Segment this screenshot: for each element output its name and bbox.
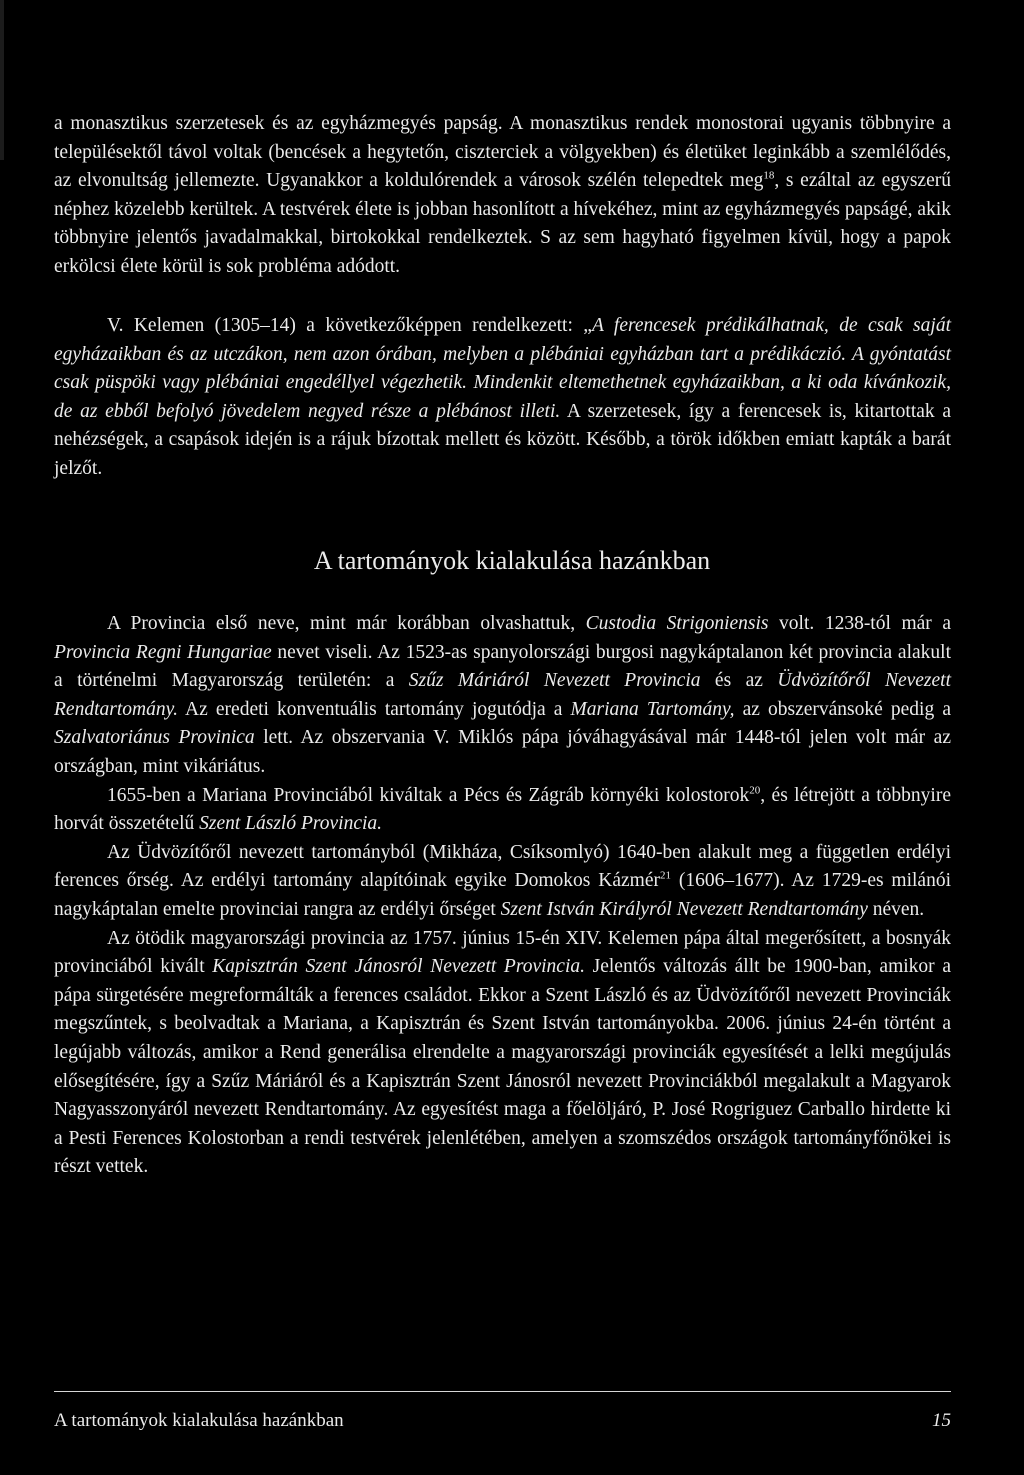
paragraph-text: és az [700,670,778,692]
paragraph-text: az obszervánsoké pedig a [734,698,951,720]
paragraph-text: lett. Az obszervania V. Miklós pápa jóváhagyásával már 1448-tól jelen volt már az országban, mint vikáriátus. [54,727,951,777]
italic-term: Üdvözítőről Nevezett Rendtartomány. [54,670,951,720]
paragraph-transylvania [54,839,951,925]
paragraph-text: (1606–1677). Az 1729-es milánói nagykáptalan emelte provinciai rangra az erdélyi őrséget [54,870,951,920]
paragraph-1655 [54,782,951,839]
italic-term: Szűz Máriáról Nevezett Provincia [408,670,701,692]
italic-term: Provincia Regni Hungariae [54,641,272,663]
paragraph-text: Jelentős változás állt be 1900-ban, amikor a pápa sürgetésére megreformálták a ferences családot. Ekkor a Szent László és az Üdvözítőről nevezett Provinciák megszűntek, s beolvadtak a Mariana, a Kapisztrán és Szent István tartományokba. 2006. június 24-én történt a legújabb változás, amikor a Rend generálisa elrendelte a magyarországi provinciák egyesítését a lelki megújulás elősegítésére, így a Szűz Máriáról és a Kapisztrán Szent Jánosról nevezett Provinciákból megalakult a Magyarok Nagyasszonyáról nevezett Rendtartomány. Az egyesítést maga a főelöljáró, P. José Rogriguez Carballo hirdette ki a Pesti Ferences Kolostorban a rendi testvérek jelenlétében, amelyen a szomszédos országok tartományfőnökei is részt vettek. [54,956,951,1178]
italic-term: Szent László Provincia. [199,813,383,835]
section-heading: A tartományok kialakulása hazánkban [313,546,711,575]
text-block-provinces [54,610,951,1182]
italic-term: Mariana Tartomány, [570,698,735,720]
scan-edge-mark [0,0,4,160]
footnote-ref[interactable]: 18 [763,169,775,182]
footnote-ref[interactable]: 20 [749,784,761,797]
paragraph-first-province [54,610,951,782]
footer-chapter-title: A tartományok kialakulása hazánkban [54,1410,344,1431]
italic-term: Custodia Strigoniensis [585,613,769,634]
text-block-quote [54,312,951,484]
paragraph-text: V. Kelemen (1305–14) a következőképpen rendelkezett: „ [107,315,592,336]
paragraph-text: Az eredeti konventuális tartomány jogutódja a [178,698,571,720]
paragraph-text: néven. [867,898,925,920]
paragraph-monastic [54,110,951,282]
text-block-top [54,110,951,282]
paragraph-fifth-province [54,925,951,1182]
footnote-ref[interactable]: 21 [659,869,671,882]
italic-term: Szent István Királyról Nevezett Rendtartomány [500,898,868,920]
paragraph-text: a monasztikus szerzetesek és az egyházmegyés papság. A monasztikus rendek monostorai ugyanis többnyire a településektől távol voltak (bencések a hegytetőn, ciszterciek a völgyekben) és életüket leginkább a szemlélődés, az elvonultság jellemezte. Ugyanakkor a koldulórendek a városok szélén telepedtek meg [54,113,951,192]
italic-term: Kapisztrán Szent Jánosról Nevezett Provincia. [212,956,585,978]
paragraph-text: A Provincia első neve, mint már korábban olvashattuk, [107,613,586,634]
italic-quote: A ferencesek prédikálhatnak, de csak saját egyházaikban és az utczákon, nem azon órában, melyben a plébániai egyházban tart a prédikáczió. A gyóntatást csak püspöki vagy plébániai engedéllyel végezhetik. Mindenkit eltemethetnek egyházaikban, a ki oda kívánkozik, de az ebből befolyó jövedelem negyed része a plébánost illeti. [54,315,951,422]
paragraph-text: Az ötödik magyarországi provincia az 1757. június 15-én XIV. Kelemen pápa által megerősített, a bosnyák provinciából kivált [54,927,951,978]
paragraph-text: , s ezáltal az egyszerű néphez közelebb kerültek. A testvérek élete is jobban hasonlított a hívekéhez, mint az egyházmegyés papságé, akik többnyire jelentős javadalmakkal, birtokokkal rendelkeztek. S az sem hagyható figyelmen kívül, hogy a papok erkölcsi élete körül is sok probléma adódott. [54,170,951,277]
paragraph-text: volt. 1238-tól már a [768,613,951,634]
paragraph-kelemen-decree [54,312,951,484]
page-number: 15 [932,1410,951,1431]
footer-divider [54,1391,951,1392]
paragraph-text: nevet viseli. Az 1523-as spanyolországi burgosi nagykáptalanon két provincia alakult a történelmi Magyarország területén: a [54,641,951,692]
paragraph-text: A szerzetesek, így a ferencesek is, kitartottak a nehézségek, a csapások idején is a rájuk bízottak mellett és között. Később, a török időkben emiatt kapták a barát jelzőt. [54,400,951,479]
paragraph-text: , és létrejött a többnyire horvát összetételű [54,784,951,835]
paragraph-text: 1655-ben a Mariana Provinciából kiváltak a Pécs és Zágráb környéki kolostorok [107,784,750,806]
italic-term: Szalvatoriánus Provinica [54,727,255,749]
paragraph-text: Az Üdvözítőről nevezett tartományból (Mikháza, Csíksomlyó) 1640-ben alakult meg a független erdélyi ferences őrség. Az erdélyi tartomány alapítóinak egyike Domokos Kázmér [54,841,951,892]
